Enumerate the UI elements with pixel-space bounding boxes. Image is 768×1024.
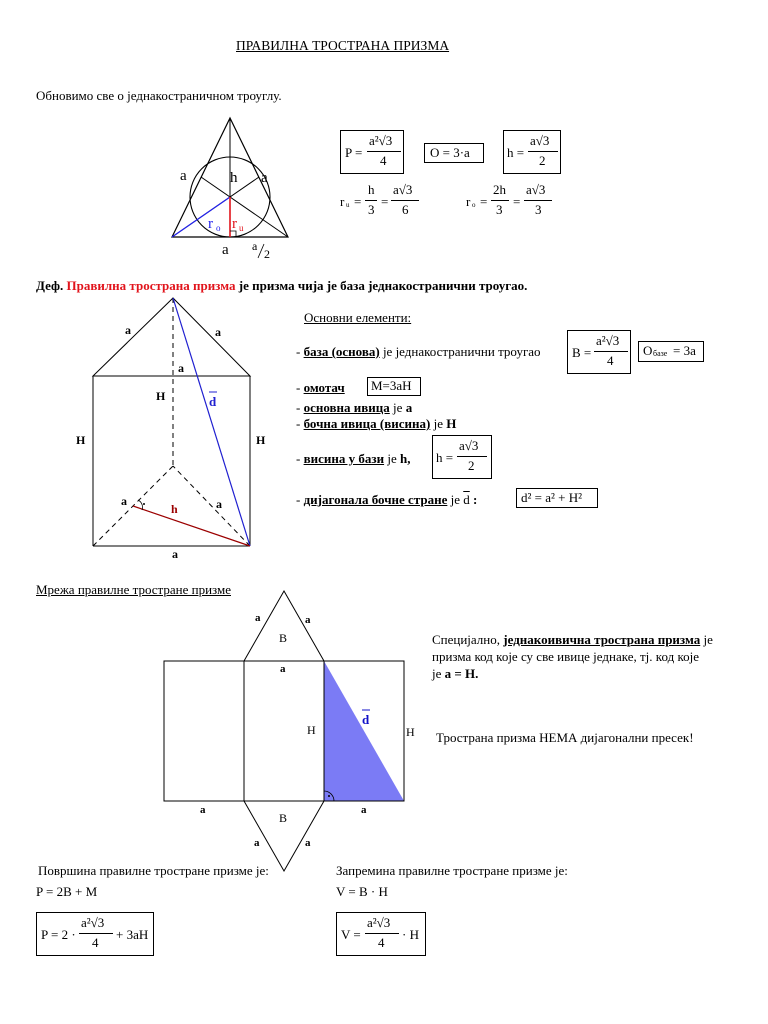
inradius-lhs: r — [340, 194, 345, 209]
base-perimeter-o: O — [643, 343, 653, 358]
net-label-a-br: a — [361, 804, 367, 816]
prism-label-h-right: H — [256, 433, 266, 447]
surface-formula-lhs: P = 2 · — [41, 927, 76, 942]
visina-val: h, — [399, 451, 411, 466]
equilateral-triangle-figure — [160, 112, 310, 262]
circumradius-sub: o — [472, 201, 476, 209]
special-line2: призма код које су све ивице једнаке, тј. код које — [432, 649, 699, 664]
perimeter-formula: O = 3·a — [430, 145, 470, 160]
omotac-formula-box — [367, 377, 421, 396]
circumradius-eq2: = — [513, 194, 521, 209]
net-label-b-top: B — [279, 631, 288, 645]
osnovna-term: основна ивица — [303, 400, 390, 415]
net-label-b-bottom: B — [279, 811, 288, 825]
inradius-formula — [340, 180, 430, 224]
diag-term: дијагонала бочне стране — [303, 492, 448, 507]
area-formula-box — [340, 130, 404, 174]
inradius-den2: 6 — [402, 202, 409, 217]
definition-prefix: Деф. — [36, 278, 64, 293]
surface-line1: P = 2B + M — [36, 884, 98, 899]
triangle-label-half-num: a — [252, 239, 258, 253]
prism-label-a-base-left: a — [121, 494, 127, 508]
triangle-label-ro: r — [208, 216, 213, 232]
base-height-lhs: h = — [436, 450, 454, 465]
triangle-label-ro-sub: o — [216, 223, 221, 233]
surface-formula-box — [36, 912, 154, 956]
circumradius-num2: a√3 — [526, 182, 546, 197]
height-formula-num: a√3 — [530, 133, 550, 148]
prism-net-figure — [150, 584, 430, 874]
triangle-label-a-left: a — [180, 168, 187, 184]
base-height-num: a√3 — [459, 438, 479, 453]
height-formula-box — [503, 130, 561, 174]
area-formula-lhs: P = — [345, 145, 363, 160]
inradius-num2: a√3 — [393, 182, 413, 197]
net-label-d: d — [362, 712, 370, 727]
base-perimeter-sub: базе — [653, 349, 668, 358]
special-case-text — [432, 631, 713, 682]
net-label-a-tr: a — [305, 614, 311, 626]
element-omotac: - омотач — [296, 380, 345, 395]
area-formula-num: a²√3 — [369, 133, 393, 148]
inradius-den1: 3 — [368, 202, 375, 217]
intro-text: Обновимо све о једнакостраничном троуглу. — [36, 88, 282, 103]
net-label-a-tl: a — [255, 612, 261, 624]
surface-heading: Површина правилне тростране призме је: — [38, 863, 269, 878]
volume-formula-lhs: V = — [341, 927, 361, 942]
no-diagonal-section-note: Тространа призма НЕМА дијагонални пресек! — [436, 730, 694, 745]
inradius-eq2: = — [381, 194, 389, 209]
base-area-num: a²√3 — [596, 333, 620, 348]
special-line3-pre: је — [432, 666, 445, 681]
net-label-a-bot-l: a — [254, 837, 260, 849]
surface-formula-den: 4 — [92, 935, 99, 950]
diag-val: $\overline{d}$ — [463, 492, 470, 507]
omotac-term: омотач — [303, 380, 345, 395]
bocna-term: бочна ивица (висина) — [303, 416, 431, 431]
triangle-label-ru-sub: u — [239, 223, 244, 233]
prism-label-a-base-right: a — [216, 497, 222, 511]
circumradius-num1: 2h — [493, 182, 506, 197]
prism-label-a-bottom: a — [172, 547, 178, 561]
element-diagonal: - дијагонала бочне стране је $\overline{d}$ : — [296, 492, 478, 507]
prism-label-a-top-left: a — [125, 323, 131, 337]
diag-formula: d² = a² + H² — [521, 490, 583, 505]
base-height-den: 2 — [468, 458, 475, 473]
base-area-box — [567, 330, 631, 374]
triangle-label-a-right: a — [261, 170, 268, 186]
surface-formula-rhs: + 3aH — [116, 927, 149, 942]
net-label-a-bl: a — [200, 804, 206, 816]
special-term: једнакоивична тространа призма — [503, 632, 701, 647]
volume-heading: Запремина правилне тростране призме је: — [336, 863, 568, 878]
circumradius-eq1: = — [480, 194, 488, 209]
height-formula-lhs: h = — [507, 145, 525, 160]
volume-formula-rhs: · H — [402, 927, 419, 942]
diag-colon: : — [469, 492, 478, 507]
net-label-a-under-top: a — [280, 663, 286, 675]
page-title: ПРАВИЛНА ТРОСТРАНА ПРИЗМА — [236, 38, 450, 53]
volume-formula-num: a²√3 — [367, 915, 391, 930]
prism-label-h-inner: H — [156, 389, 166, 403]
bocna-rest: је — [430, 416, 447, 431]
base-perimeter-box — [638, 341, 704, 362]
special-line3-bold: a = H. — [444, 666, 479, 681]
visina-rest: је — [384, 451, 400, 466]
osnovna-val: a — [405, 400, 413, 415]
volume-line1: V = B · H — [336, 884, 388, 899]
perimeter-formula-box — [424, 143, 484, 163]
base-height-box — [432, 435, 492, 479]
circumradius-formula — [466, 180, 566, 224]
net-label-h-right: H — [406, 725, 415, 739]
element-bocna-ivica: - бочна ивица (висина) је H — [296, 416, 457, 431]
prism-label-d: d — [209, 394, 217, 409]
diag-formula-box — [516, 488, 598, 508]
area-formula-den: 4 — [380, 153, 387, 168]
element-osnovna-ivica: - основна ивица је a — [296, 400, 413, 415]
circumradius-lhs: r — [466, 194, 471, 209]
bocna-val: H — [446, 416, 457, 431]
definition-rest: је призма чија је база једнакостранични троугао. — [235, 278, 528, 293]
triangle-label-a-bottom: a — [222, 242, 229, 258]
special-line1-post: је — [700, 632, 713, 647]
base-perimeter-rhs: = 3a — [673, 343, 696, 358]
prism-label-h-base: h — [171, 502, 178, 516]
definition — [36, 278, 527, 294]
volume-formula-den: 4 — [378, 935, 385, 950]
element-visina: - висина у бази је h, — [296, 451, 411, 466]
prism-label-a-mid: a — [178, 361, 184, 375]
inradius-sub: u — [346, 201, 350, 209]
base-area-lhs: B = — [572, 345, 592, 360]
element-baza: - база (основа) је једнакостранични троугао — [296, 344, 541, 359]
volume-formula-box — [336, 912, 426, 956]
base-area-den: 4 — [607, 353, 614, 368]
visina-term: висина у бази — [303, 451, 385, 466]
definition-term: Правилна тространа призма — [66, 278, 236, 293]
osnovna-rest: је — [389, 400, 406, 415]
circumradius-den1: 3 — [496, 202, 503, 217]
prism-label-h-left: H — [76, 433, 86, 447]
elements-heading: Основни елементи: — [304, 310, 412, 325]
circumradius-den2: 3 — [535, 202, 542, 217]
triangle-label-half-den: 2 — [264, 247, 270, 261]
surface-formula-num: a²√3 — [81, 915, 105, 930]
net-label-h-mid: H — [307, 723, 316, 737]
height-formula-den: 2 — [539, 153, 546, 168]
diag-rest: је — [447, 492, 464, 507]
inradius-num1: h — [368, 182, 375, 197]
special-line1-pre: Специјално, — [432, 632, 504, 647]
triangle-label-ru: r — [232, 216, 237, 232]
prism-figure — [70, 296, 280, 566]
net-heading: Мрежа правилне тростране призме — [36, 582, 231, 597]
triangle-label-h: h — [230, 170, 238, 186]
inradius-eq1: = — [354, 194, 362, 209]
net-label-a-bot-r: a — [305, 837, 311, 849]
prism-label-a-top-right: a — [215, 325, 221, 339]
baza-rest: је једнакостранични троугао — [379, 344, 541, 359]
baza-term: база (основа) — [303, 344, 380, 359]
omotac-formula: M=3aH — [371, 378, 412, 393]
